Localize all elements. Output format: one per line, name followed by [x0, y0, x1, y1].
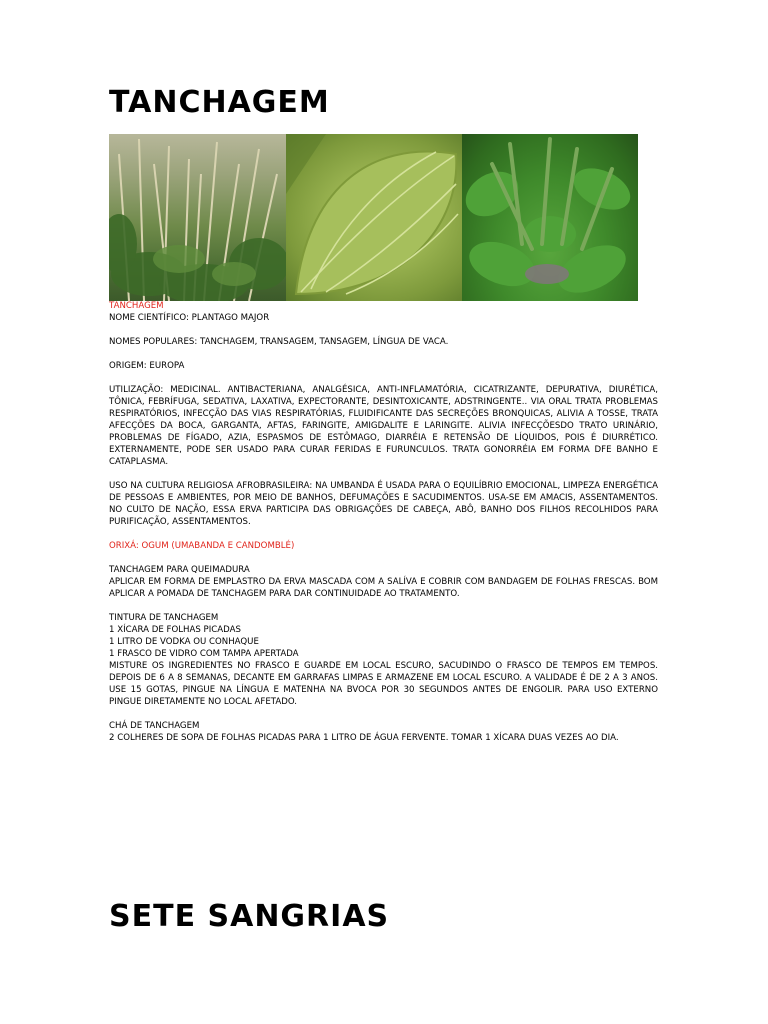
tincture-ingredient: 1 LITRO DE VODKA OU CONHAQUE	[109, 637, 259, 647]
tincture-ingredient: 1 FRASCO DE VIDRO COM TAMPA APERTADA	[109, 649, 299, 659]
tincture-ingredient: 1 XÍCARA DE FOLHAS PICADAS	[109, 625, 241, 635]
tea-section-title: CHÁ DE TANCHAGEM	[109, 721, 200, 731]
page-title: TANCHAGEM	[109, 85, 330, 120]
orixa-line: ORIXÁ: OGUM (UMABANDA E CANDOMBLÉ)	[109, 541, 295, 551]
next-section-title: SETE SANGRIAS	[109, 899, 390, 934]
tea-section-text: 2 COLHERES DE SOPA DE FOLHAS PICADAS PARA 1 LITRO DE ÁGUA FERVENTE. TOMAR 1 XÍCARA DUAS VEZES AO DIA.	[109, 733, 619, 743]
popular-names: NOMES POPULARES: TANCHAGEM, TRANSAGEM, TANSAGEM, LÍNGUA DE VACA.	[109, 337, 449, 347]
burn-section-title: TANCHAGEM PARA QUEIMADURA	[109, 565, 250, 575]
plant-photo-strip	[109, 134, 638, 301]
religious-use-paragraph: USO NA CULTURA RELIGIOSA AFROBRASILEIRA: NA UMBANDA É USADA PARA O EQUILÍBRIO EMOCIONAL, LIMPEZA ENERGÉTICA DE PESSOAS E AMBIENTES, POR MEIO DE BANHOS, DEFUMAÇÕES E SACUDIMENTOS. USA-SE EM AMACIS, ASSENTAMENTOS. NO CULTO DE NAÇÃO, ESSA ERVA PARTICIPA DAS OBRIGAÇÕES DE CABEÇA, ABÔ, BANHO DOS FILHOS RECOLHIDOS PARA PURIFICAÇÃO, ASSENTAMENTOS.	[109, 481, 658, 527]
burn-section-text: APLICAR EM FORMA DE EMPLASTRO DA ERVA MASCADA COM A SALÍVA E COBRIR COM BANDAGEM DE FOLHAS FRESCAS. BOM APLICAR A POMADA DE TANCHAGEM PARA DAR CONTINUIDADE AO TRATAMENTO.	[109, 577, 658, 599]
plantago-leaf-closeup-photo	[286, 134, 462, 301]
usage-paragraph: UTILIZAÇÃO: MEDICINAL. ANTIBACTERIANA, ANALGÉSICA, ANTI-INFLAMATÓRIA, CICATRIZANTE, DEPURATIVA, DIURÉTICA, TÔNICA, FEBRÍFUGA, SEDATIVA, LAXATIVA, EXPECTORANTE, DESINTOXICANTE, ADSTRINGENTE.. VIA ORAL TRATA PROBLEMAS RESPIRATÓRIOS, INFECÇÃO DAS VIAS RESPIRATÓRIAS, FLUIDIFICANTE DAS SECREÇÕES BRONQUICAS, ALIVIA A TOSSE, TRATA AFECÇÕES DA BOCA, GARGANTA, AFTAS, FARINGITE, AMIGDALITE E LARINGITE. ALIVIA INFECÇÕESDO TRATO URINÁRIO, PROBLEMAS DE FÍGADO, AZIA, ESPASMOS DE ESTÔMAGO, DIARRÉIA E RETENSÃO DE LÍQUIDOS, POIS É DIURRÉTICO. EXTERNAMENTE, PODE SER USADO PARA CURAR FERIDAS E FURUNCULOS. TRATA GONORRÉIA EM FORMA DFE BANHO E CATAPLASMA.	[109, 385, 658, 467]
origin: ORIGEM: EUROPA	[109, 361, 185, 371]
photo-caption: TANCHAGEM	[109, 301, 164, 311]
tincture-section-title: TINTURA DE TANCHAGEM	[109, 613, 219, 623]
plantago-garden-photo	[462, 134, 638, 301]
scientific-name: NOME CIENTÍFICO: PLANTAGO MAJOR	[109, 313, 270, 323]
article-body	[109, 300, 658, 744]
tincture-section-text: MISTURE OS INGREDIENTES NO FRASCO E GUARDE EM LOCAL ESCURO, SACUDINDO O FRASCO DE TEMPOS EM TEMPOS. DEPOIS DE 6 A 8 SEMANAS, DECANTE EM GARRAFAS LIMPAS E ARMAZENE EM LOCAL ESCURO. A VALIDADE É DE 2 A 3 ANOS. USE 15 GOTAS, PINGUE NA LÍNGUA E MATENHA NA BVOCA POR 30 SEGUNDOS ANTES DE ENGOLIR. PARA USO EXTERNO PINGUE DIRETAMENTE NO LOCAL AFETADO.	[109, 661, 658, 707]
plantago-plant-photo	[109, 134, 286, 301]
